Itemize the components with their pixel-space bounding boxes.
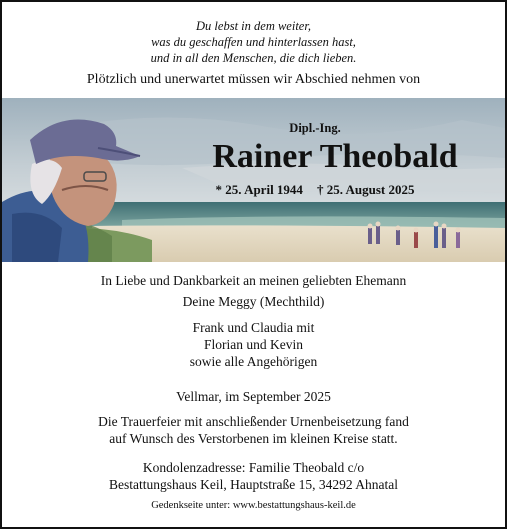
- service-notice: [2, 413, 505, 447]
- family-line-2: Florian und Kevin: [204, 337, 303, 352]
- birth-date: * 25. April 1944: [215, 182, 303, 197]
- place-and-date: Vellmar, im September 2025: [176, 389, 331, 404]
- death-date: † 25. August 2025: [316, 182, 415, 197]
- condolence-line-1: Kondolenzadresse: Familie Theobald c/o: [142, 460, 365, 475]
- verse-line-3: und in all den Menschen, die dich lieben.: [150, 51, 357, 65]
- intro-text: Plötzlich und unerwartet müssen wir Abschied nehmen von: [86, 72, 421, 87]
- dedication-line: In Liebe und Dankbarkeit an meinen geliebten Ehemann: [100, 273, 407, 288]
- memorial-verse: [2, 18, 505, 66]
- condolence-address: [2, 459, 505, 493]
- academic-degree: Dipl.-Ing.: [289, 121, 341, 135]
- family-line-3: sowie alle Angehörigen: [189, 354, 318, 369]
- family-names: [2, 319, 505, 370]
- condolence-line-2: Bestattungshaus Keil, Hauptstraße 15, 34292 Ahnatal: [108, 477, 399, 492]
- life-dates: [152, 181, 478, 198]
- memorial-website: Gedenkseite unter: www.bestattungshaus-keil.de: [151, 500, 356, 511]
- family-line-1: Frank und Claudia mit: [192, 320, 315, 335]
- service-line-1: Die Trauerfeier mit anschließender Urnenbeisetzung fand: [98, 414, 409, 429]
- verse-line-1: Du lebst in dem weiter,: [196, 19, 311, 33]
- spouse-signature: Deine Meggy (Mechthild): [182, 294, 325, 309]
- verse-line-2: was du geschaffen und hinterlassen hast,: [151, 35, 356, 49]
- service-line-2: auf Wunsch des Verstorbenen im kleinen Kreise statt.: [109, 431, 398, 446]
- deceased-name: Rainer Theobald: [212, 138, 458, 175]
